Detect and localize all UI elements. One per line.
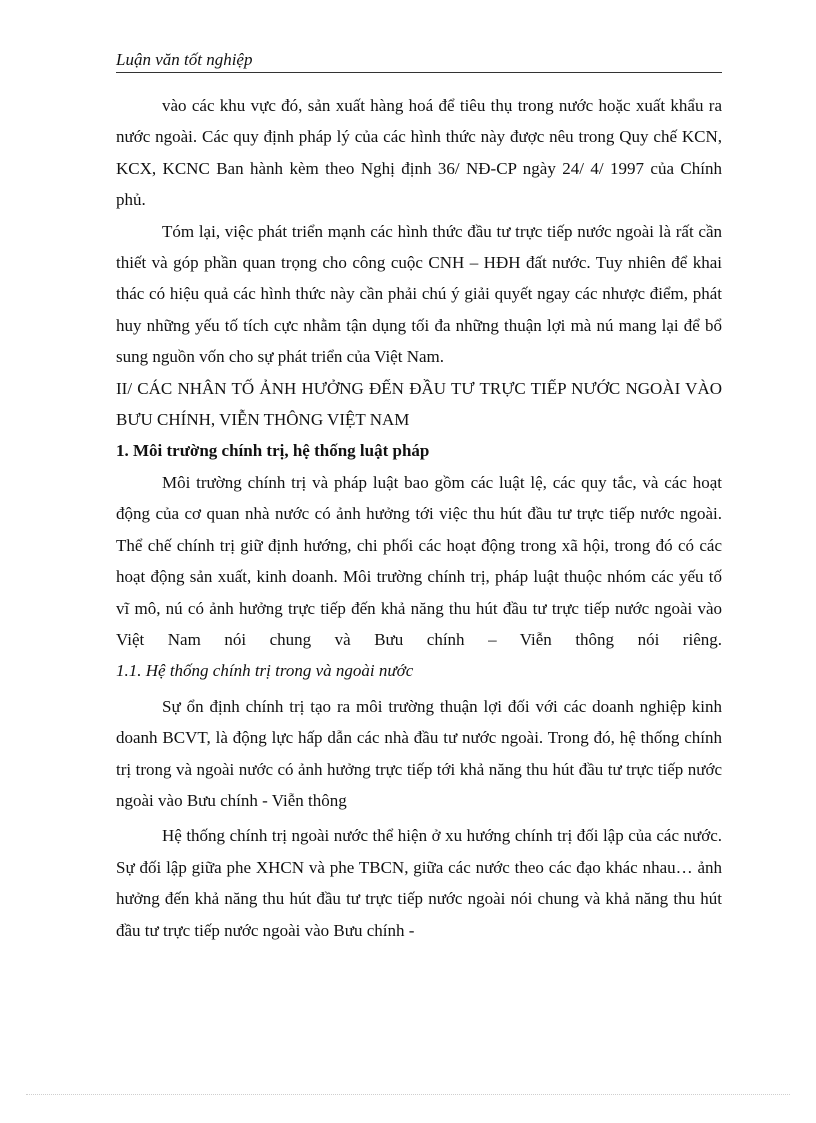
paragraph-political-environment: Môi trường chính trị và pháp luật bao gồm các luật lệ, các quy tắc, và các hoạt động của cơ quan nhà nước có ảnh hưởng tới việc thu hút đầu tư trực tiếp nước ngoài. Thể chế chính trị giữ định hướng, chi phối các hoạt động trong xã hội, trong đó có các hoạt động sản xuất, kinh doanh. Môi trường chính trị, pháp luật thuộc nhóm các yếu tố vĩ mô, nú có ảnh hưởng trực tiếp đến khả năng thu hút đầu tư trực tiếp nước ngoài vào Việt Nam nói chung và Bưu chính – Viễn thông nói riêng. — [116, 472, 722, 649]
page-header: Luận văn tốt nghiệp — [116, 50, 722, 73]
page-bottom-divider — [26, 1094, 790, 1095]
document-body — [116, 90, 722, 946]
paragraph-foreign-politics: Hệ thống chính trị ngoài nước thể hiện ở xu hướng chính trị đối lập của các nước. Sự đối lập giữa phe XHCN và phe TBCN, giữa các nước theo các đạo khác nhau… ảnh hưởng đến khả năng thu hút đầu tư trực tiếp nước ngoài nói chung và khả năng thu hút đầu tư trực tiếp nước ngoài vào Bưu chính - — [116, 826, 722, 940]
paragraph-political-stability: Sự ổn định chính trị tạo ra môi trường thuận lợi đối với các doanh nghiệp kinh doanh BCVT, là động lực hấp dẫn các nhà đầu tư nước ngoài. Trong đó, hệ thống chính trị trong và ngoài nước có ảnh hưởng trực tiếp tới khả năng thu hút đầu tư trực tiếp nước ngoài vào Bưu chính - Viễn thông — [116, 696, 722, 810]
paragraph-summary: Tóm lại, việc phát triển mạnh các hình thức đầu tư trực tiếp nước ngoài là rất cần thiết và góp phần quan trọng cho công cuộc CNH – HĐH đất nước. Tuy nhiên để khai thác có hiệu quả các hình thức này cần phải chú ý giải quyết ngay các nhược điểm, phát huy những yếu tố tích cực nhằm tận dụng tối đa những thuận lợi mà nú mang lại để bổ sung nguồn vốn cho sự phát triển của Việt Nam. — [116, 221, 722, 367]
paragraph-continuation: vào các khu vực đó, sản xuất hàng hoá để tiêu thụ trong nước hoặc xuất khẩu ra nước ngoài. Các quy định pháp lý của các hình thức này được nêu trong Quy chế KCN, KCX, KCNC Ban hành kèm theo Nghị định 36/ NĐ-CP ngày 24/ 4/ 1997 của Chính phủ. — [116, 96, 722, 210]
subsubsection-heading: 1.1. Hệ thống chính trị trong và ngoài nước — [116, 661, 414, 681]
section-heading: II/ CÁC NHÂN TỐ ẢNH HƯỞNG ĐẾN ĐẦU TƯ TRỰC TIẾP NƯỚC NGOÀI VÀO BƯU CHÍNH, VIỄN THÔNG VIỆT NAM — [116, 378, 722, 430]
subsection-heading: 1. Môi trường chính trị, hệ thống luật pháp — [116, 441, 430, 461]
